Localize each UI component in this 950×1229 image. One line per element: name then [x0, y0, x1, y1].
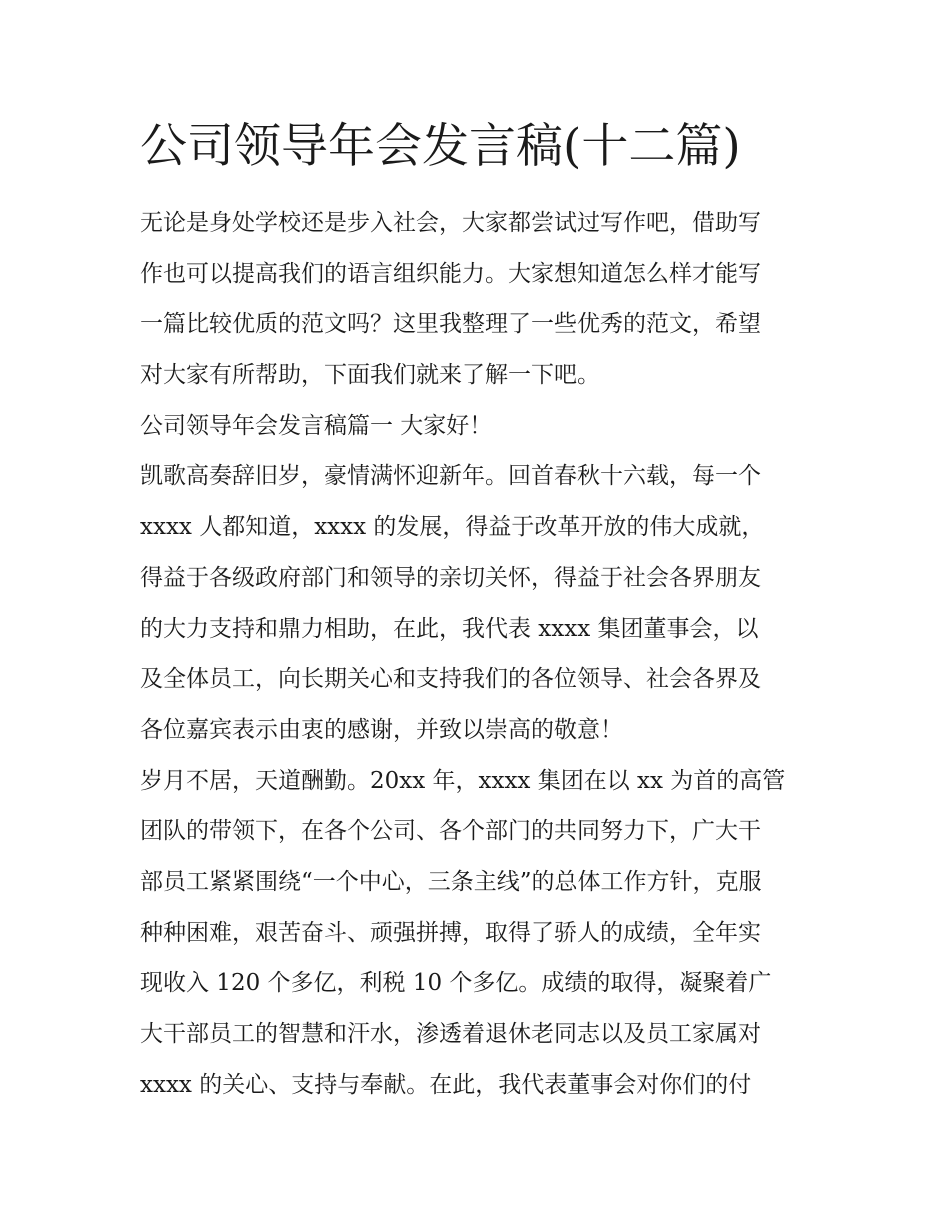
- body-line: 一篇比较优质的范文吗？这里我整理了一些优秀的范文，希望: [140, 311, 761, 338]
- body-line: 及全体员工，向长期关心和支持我们的各位领导、社会各界及: [140, 666, 761, 693]
- body-line: xxxx 的关心、支持与奉献。在此，我代表董事会对你们的付: [140, 1071, 752, 1098]
- body-line: 对大家有所帮助，下面我们就来了解一下吧。: [140, 362, 600, 389]
- body-line: 作也可以提高我们的语言组织能力。大家想知道怎么样才能写: [140, 260, 761, 287]
- section-heading-line: 公司领导年会发言稿篇一 大家好！: [140, 412, 493, 439]
- body-line: 团队的带领下，在各个公司、各个部门的共同努力下，广大干: [140, 818, 761, 845]
- body-line: 部员工紧紧围绕“一个中心，三条主线”的总体工作方针，克服: [140, 868, 762, 895]
- body-line: 大干部员工的智慧和汗水，渗透着退休老同志以及员工家属对: [140, 1021, 761, 1047]
- body-line: xxxx 人都知道，xxxx 的发展，得益于改革开放的伟大成就，: [140, 514, 765, 541]
- document-title: 公司领导年会发言稿(十二篇): [140, 119, 741, 174]
- body-line: 现收入 120 个多亿，利税 10 个多亿。成绩的取得，凝聚着广: [140, 970, 772, 997]
- body-line: 的大力支持和鼎力相助，在此，我代表 xxxx 集团董事会，以: [140, 615, 759, 642]
- body-line: 凯歌高奏辞旧岁，豪情满怀迎新年。回首春秋十六载，每一个: [140, 463, 761, 490]
- body-line: 种种困难，艰苦奋斗、顽强拼搏，取得了骄人的成绩，全年实: [140, 919, 761, 946]
- body-line: 岁月不居，天道酬勤。20xx 年，xxxx 集团在以 xx 为首的高管: [140, 767, 786, 794]
- document-body: [140, 198, 830, 1110]
- body-line: 得益于各级政府部门和领导的亲切关怀，得益于社会各界朋友: [140, 564, 761, 591]
- body-line: 各位嘉宾表示由衷的感谢，并致以崇高的敬意！: [140, 716, 623, 743]
- body-line: 无论是身处学校还是步入社会，大家都尝试过写作吧，借助写: [140, 210, 761, 236]
